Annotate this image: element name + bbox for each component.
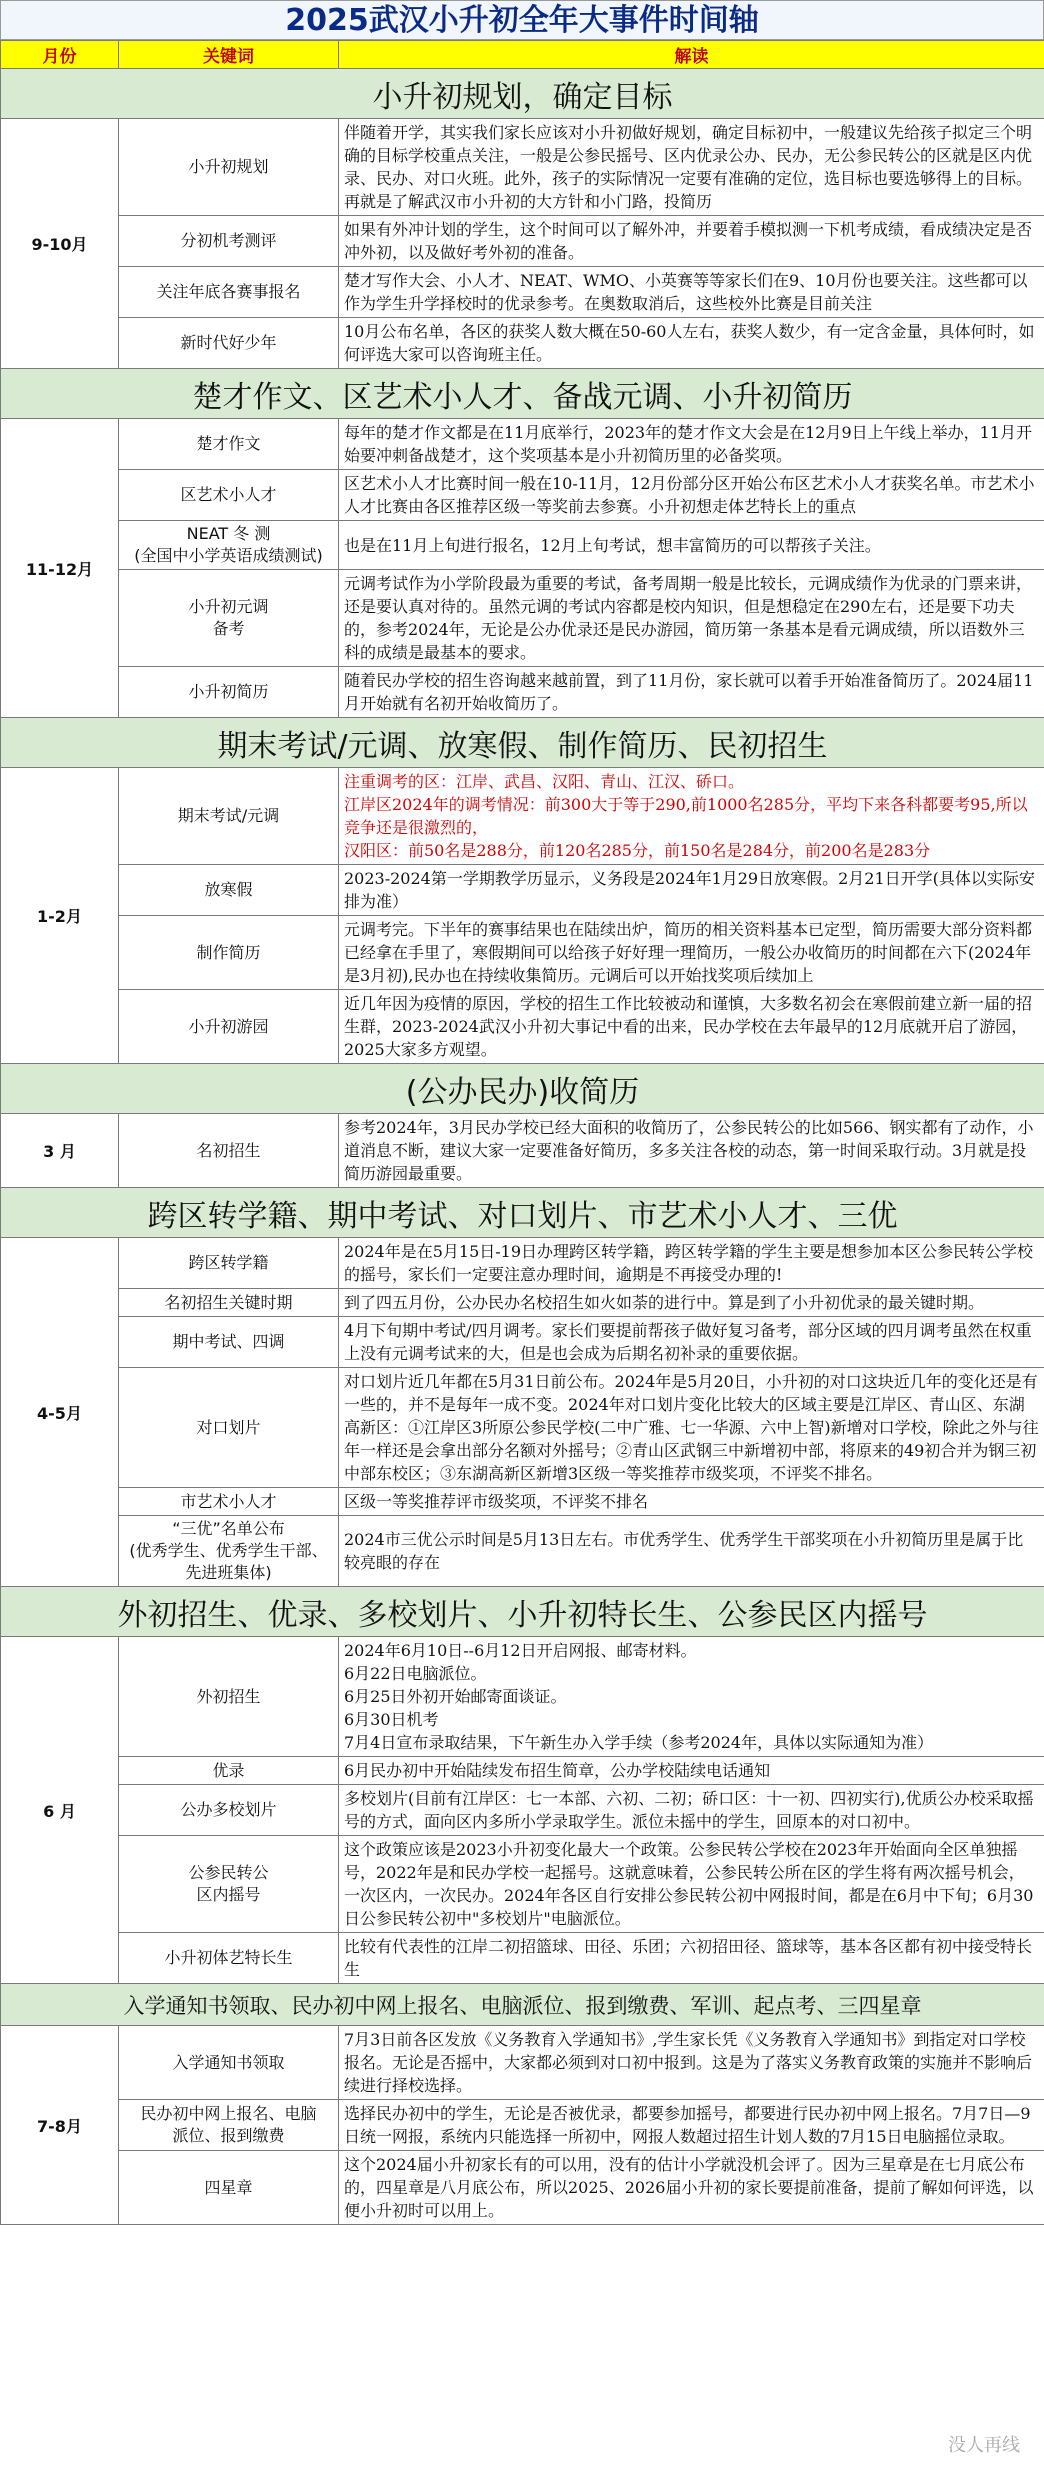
- keyword-cell: [119, 1757, 339, 1785]
- keyword-line: 期中考试、四调: [172, 1332, 285, 1351]
- section-heading: 入学通知书领取、民办初中网上报名、电脑派位、报到缴费、军训、起点考、三四星章: [1, 1984, 1044, 2026]
- table-row: [1, 1238, 1044, 1289]
- section-heading-row: [1, 718, 1044, 768]
- section-heading: 期末考试/元调、放寒假、制作简历、民初招生: [1, 718, 1044, 768]
- keyword-cell: [119, 1785, 339, 1836]
- keyword-line: 优录: [212, 1760, 245, 1780]
- keyword-line: 分初机考测评: [180, 231, 277, 250]
- table-row: [1, 419, 1044, 470]
- desc-cell: [339, 521, 1044, 570]
- keyword-line: 区艺术小人才: [180, 485, 277, 504]
- desc-line: 6月22日电脑派位。: [344, 1664, 487, 1683]
- keyword-cell: [119, 1933, 339, 1984]
- table-row: [1, 1637, 1044, 1757]
- section-heading-row: [1, 1188, 1044, 1238]
- keyword-line: 小升初体艺特长生: [164, 1948, 293, 1967]
- table-row: [1, 1317, 1044, 1368]
- keyword-cell: [119, 1289, 339, 1317]
- desc-text: 多校划片(目前有江岸区：七一本部、六初、二初；硚口区：十一初、四初实行),优质公办校采取摇号的方式，面向区内多所小学录取学生。派位未摇中的学生，回原本的对口初中。: [344, 1789, 1034, 1831]
- keyword-line: 小升初游园: [188, 1016, 269, 1036]
- section-heading: 跨区转学籍、期中考试、对口划片、市艺术小人才、三优: [1, 1188, 1044, 1238]
- desc-cell: [339, 419, 1044, 470]
- keyword-line: 市艺术小人才: [180, 1491, 277, 1511]
- keyword-cell: [119, 2151, 339, 2225]
- desc-cell: [339, 1637, 1044, 1757]
- keyword-cell: [119, 916, 339, 990]
- desc-text: 选择民办初中的学生，无论是否被优录，都要参加摇号，都要进行民办初中网上报名。7月7日—9日统一网报，系统内只能选择一所初中，网报人数超过招生计划人数的7月15日电脑摇位录取。: [344, 2104, 1031, 2146]
- desc-cell: [339, 768, 1044, 865]
- section-heading-row: [1, 369, 1044, 419]
- month-cell: 11-12月: [1, 419, 119, 718]
- keyword-line: 民办初中网上报名、电脑: [140, 2104, 317, 2123]
- watermark: 没人再线: [948, 2435, 1020, 2456]
- table-row: [1, 1516, 1044, 1587]
- header-keyword: 关键词: [119, 41, 339, 69]
- keyword-cell: [119, 1488, 339, 1516]
- keyword-line: 小升初元调: [188, 597, 269, 616]
- keyword-line: 跨区转学籍: [188, 1253, 269, 1272]
- desc-text: 随着民办学校的招生咨询越来越前置，到了11月份，家长就可以着手开始准备简历了。2024届11月开始就有名初开始收简历了。: [344, 671, 1034, 713]
- desc-line: 注重调考的区：江岸、武昌、汉阳、青山、江汉、硚口。: [344, 772, 745, 791]
- desc-text: 4月下旬期中考试/四月调考。家长们要提前帮孩子做好复习备考，部分区域的四月调考虽然在权重上没有元调考试来的大，但是也会成为后期名初补录的重要依据。: [344, 1321, 1032, 1363]
- desc-text: 近几年因为疫情的原因，学校的招生工作比较被动和谨慎，大多数名初会在寒假前建立新一届的招生群，2023-2024武汉小升初大事记中看的出来，民办学校在去年最早的12月底就开启了游园，2025大家多方观望。: [344, 994, 1033, 1059]
- desc-text: 这个政策应该是2023小升初变化最大一个政策。公参民转公学校在2023年开始面向全区单独摇号，2022年是和民办学校一起摇号。这就意味着，公参民转公所在区的学生将有两次摇号机会，一次区内，一次民办。2024年各区自行安排公参民转公初中网报时间，都是在6月中下旬；6月30日公参民转公初中"多校划片"电脑派位。: [344, 1840, 1034, 1928]
- keyword-line: 关注年底各赛事报名: [156, 282, 301, 301]
- keyword-line: 楚才作文: [196, 434, 261, 453]
- desc-cell: [339, 119, 1044, 216]
- keyword-line: 名初招生: [196, 1140, 261, 1160]
- desc-cell: [339, 1785, 1044, 1836]
- desc-cell: [339, 318, 1044, 369]
- section-heading-row: [1, 1064, 1044, 1114]
- keyword-cell: [119, 990, 339, 1064]
- keyword-line: 期末考试/元调: [177, 806, 280, 825]
- keyword-line: 对口划片: [196, 1417, 261, 1437]
- keyword-line: 派位、报到缴费: [172, 2126, 285, 2145]
- table-row: [1, 1933, 1044, 1984]
- section-heading: 外初招生、优录、多校划片、小升初特长生、公参民区内摇号: [1, 1587, 1044, 1637]
- keyword-cell: [119, 865, 339, 916]
- table-row: [1, 667, 1044, 718]
- table-row: [1, 865, 1044, 916]
- desc-cell: [339, 990, 1044, 1064]
- table-row: [1, 990, 1044, 1064]
- month-cell: 7-8月: [1, 2026, 119, 2225]
- desc-cell: [339, 1933, 1044, 1984]
- desc-text: 6月民办初中开始陆续发布招生简章，公办学校陆续电话通知: [344, 1761, 771, 1780]
- table-row: [1, 1488, 1044, 1516]
- desc-cell: [339, 2100, 1044, 2151]
- month-cell: 9-10月: [1, 119, 119, 369]
- desc-text: 每年的楚才作文都是在11月底举行，2023年的楚才作文大会是在12月9日上午线上举办，11月开始要冲刺备战楚才，这个奖项基本是小升初简历里的必备奖项。: [344, 423, 1032, 465]
- keyword-cell: [119, 1836, 339, 1933]
- desc-text: 2024市三优公示时间是5月13日左右。市优秀学生、优秀学生干部奖项在小升初简历里是属于比较亮眼的存在: [344, 1530, 1024, 1572]
- desc-cell: [339, 667, 1044, 718]
- keyword-cell: [119, 1516, 339, 1587]
- desc-cell: [339, 916, 1044, 990]
- desc-text: 7月3日前各区发放《义务教育入学通知书》,学生家长凭《义务教育入学通知书》到指定对口学校报名。无论是否摇中，大家都必须到对口初中报到。这是为了落实义务教育政策的实施并不影响后续进行择校选择。: [344, 2030, 1033, 2095]
- desc-line: 2024年6月10日--6月12日开启网报、邮寄材料。: [344, 1641, 697, 1660]
- desc-text: 区艺术小人才比赛时间一般在10-11月，12月份部分区开始公布区艺术小人才获奖名单。市艺术小人才比赛由各区推荐区级一等奖前去参赛。小升初想走体艺特长上的重点: [344, 474, 1035, 516]
- desc-line: 江岸区2024年的调考情况：前300大于等于290,前1000名285分，平均下来各科都要考95,所以竞争还是很激烈的，: [344, 795, 1028, 837]
- section-heading-row: [1, 1984, 1044, 2026]
- keyword-line: 区内摇号: [196, 1885, 261, 1904]
- section-heading-row: [1, 69, 1044, 119]
- keyword-line: NEAT 冬 测: [186, 524, 271, 543]
- table-row: [1, 318, 1044, 369]
- keyword-line: (全国中小学英语成绩测试): [134, 546, 323, 565]
- desc-cell: [339, 1114, 1044, 1188]
- table-row: [1, 768, 1044, 865]
- desc-cell: [339, 216, 1044, 267]
- table-row: [1, 570, 1044, 667]
- keyword-cell: [119, 2026, 339, 2100]
- keyword-cell: [119, 1317, 339, 1368]
- desc-line: 7月4日宣布录取结果，下午新生办入学手续（参考2024年，具体以实际通知为准）: [344, 1733, 934, 1752]
- table-header: [1, 41, 1044, 69]
- keyword-line: “三优”名单公布: [172, 1519, 285, 1538]
- keyword-cell: [119, 119, 339, 216]
- keyword-line: 制作简历: [196, 942, 261, 962]
- table-row: [1, 1114, 1044, 1188]
- section-heading: 小升初规划，确定目标: [1, 69, 1044, 119]
- keyword-line: 公办多校划片: [180, 1800, 277, 1819]
- desc-text: 比较有代表性的江岸二初招篮球、田径、乐团；六初招田径、篮球等，基本各区都有初中接受特长生: [344, 1937, 1033, 1979]
- table-row: [1, 2151, 1044, 2225]
- table-row: [1, 1368, 1044, 1488]
- month-cell: 4-5月: [1, 1238, 119, 1587]
- keyword-cell: [119, 318, 339, 369]
- keyword-line: 小升初简历: [188, 682, 269, 701]
- section-heading: 楚才作文、区艺术小人才、备战元调、小升初简历: [1, 369, 1044, 419]
- desc-cell: [339, 267, 1044, 318]
- keyword-cell: [119, 768, 339, 865]
- keyword-cell: [119, 1238, 339, 1289]
- table-row: [1, 1289, 1044, 1317]
- table-row: [1, 1836, 1044, 1933]
- desc-text: 这个2024届小升初家长有的可以用，没有的估计小学就没机会评了。因为三星章是在七月底公布的，四星章是八月底公布，所以2025、2026届小升初的家长要提前准备，提前了解如何评选，以便小升初时可以用上。: [344, 2155, 1034, 2220]
- keyword-cell: [119, 1637, 339, 1757]
- keyword-line: 备考: [212, 619, 245, 638]
- table-row: [1, 521, 1044, 570]
- table-row: [1, 1757, 1044, 1785]
- month-cell: 3 月: [1, 1114, 119, 1188]
- table-row: [1, 119, 1044, 216]
- timeline-table: [0, 40, 1044, 2225]
- desc-cell: [339, 1289, 1044, 1317]
- table-row: [1, 470, 1044, 521]
- desc-cell: [339, 2026, 1044, 2100]
- desc-text: 元调考完。下半年的赛事结果也在陆续出炉，简历的相关资料基本已定型，简历需要大部分资料都已经拿在手里了，寒假期间可以给孩子好好理一理简历，一般公办收简历的时间都在六下(2024年是3月初),民办也在持续收集简历。元调后可以开始找奖项后续加上: [344, 920, 1033, 985]
- desc-line: 汉阳区：前50名是288分，前120名285分，前150名是284分，前200名是283分: [344, 841, 931, 860]
- keyword-line: (优秀学生、优秀学生干部、先进班集体): [129, 1541, 328, 1582]
- desc-line: 6月30日机考: [344, 1710, 439, 1729]
- keyword-line: 名初招生关键时期: [164, 1292, 293, 1312]
- keyword-line: 四星章: [204, 2177, 253, 2197]
- keyword-line: 小升初规划: [188, 157, 269, 176]
- keyword-cell: [119, 419, 339, 470]
- keyword-line: 入学通知书领取: [172, 2052, 285, 2072]
- table-row: [1, 216, 1044, 267]
- keyword-cell: [119, 570, 339, 667]
- desc-line: 6月25日外初开始邮寄面谈证。: [344, 1687, 567, 1706]
- keyword-line: 放寒假: [204, 880, 253, 899]
- desc-cell: [339, 1317, 1044, 1368]
- desc-text: 区级一等奖推荐评市级奖项，不评奖不排名: [344, 1492, 649, 1511]
- table-row: [1, 916, 1044, 990]
- month-cell: 1-2月: [1, 768, 119, 1064]
- keyword-cell: [119, 2100, 339, 2151]
- table-row: [1, 2026, 1044, 2100]
- table-row: [1, 1785, 1044, 1836]
- header-month: 月份: [1, 41, 119, 69]
- desc-text: 楚才写作大会、小人才、NEAT、WMO、小英赛等等家长们在9、10月份也要关注。这些都可以作为学生升学择校时的优录参考。在奥数取消后，这些校外比赛是目前关注: [344, 271, 1028, 313]
- keyword-cell: [119, 1114, 339, 1188]
- table-row: [1, 267, 1044, 318]
- keyword-cell: [119, 470, 339, 521]
- keyword-line: 外初招生: [196, 1686, 261, 1706]
- keyword-cell: [119, 521, 339, 570]
- keyword-line: 公参民转公: [188, 1863, 269, 1882]
- desc-text: 2023-2024第一学期教学历显示，义务段是2024年1月29日放寒假。2月21日开学(具体以实际安排为准）: [344, 869, 1035, 911]
- desc-text: 对口划片近几年都在5月31日前公布。2024年是5月20日，小升初的对口这块近几年的变化还是有一些的，并不是每年一成不变。2024年对口划片变化比较大的区域主要是江岸区、青山区、东湖高新区：①江岸区3所原公参民学校(二中广雅、七一华源、六中上智)新增对口学校，除此之外与往年一样还是会拿出部分名额对外摇号；②青山区武钢三中新增初中部，将原来的49初合并为钢三初中部东校区；③东湖高新区新增3区级一等奖推荐市级奖项，不评奖不排名。: [344, 1372, 1039, 1483]
- desc-cell: [339, 1757, 1044, 1785]
- header-desc: 解读: [339, 41, 1044, 69]
- desc-cell: [339, 470, 1044, 521]
- desc-cell: [339, 1836, 1044, 1933]
- table-body: [1, 69, 1044, 2225]
- desc-text: 伴随着开学，其实我们家长应该对小升初做好规划，确定目标初中，一般建议先给孩子拟定三个明确的目标学校重点关注，一般是公参民摇号、区内优录公办、民办，无公参民转公的区就是区内优录、民办、对口火班。此外，孩子的实际情况一定要有准确的定位，选目标也要选够得上的目标。再就是了解武汉市小升初的大方针和小门路，投简历: [344, 123, 1033, 211]
- desc-text: 如果有外冲计划的学生，这个时间可以了解外冲，并要着手模拟测一下机考成绩，看成绩决定是否冲外初，以及做好考外初的准备。: [344, 220, 1033, 262]
- desc-cell: [339, 570, 1044, 667]
- desc-text: 参考2024年，3月民办学校已经大面积的收简历了，公参民转公的比如566、钢实都有了动作，小道消息不断，建议大家一定要准备好简历，多多关注各校的动态，第一时间采取行动。3月就是投简历游园最重要。: [344, 1118, 1034, 1183]
- desc-cell: [339, 1368, 1044, 1488]
- table-row: [1, 2100, 1044, 2151]
- month-cell: 6 月: [1, 1637, 119, 1984]
- desc-cell: [339, 1488, 1044, 1516]
- desc-text: 元调考试作为小学阶段最为重要的考试，备考周期一般是比较长，元调成绩作为优录的门票来讲，还是要认真对待的。虽然元调的考试内容都是校内知识，但是想稳定在290左右，还是要下功夫的，参考2024年，无论是公办优录还是民办游园，简历第一条基本是看元调成绩，所以语数外三科的成绩是最基本的要求。: [344, 574, 1033, 662]
- section-heading-row: [1, 1587, 1044, 1637]
- keyword-line: 新时代好少年: [180, 333, 277, 352]
- desc-cell: [339, 865, 1044, 916]
- desc-cell: [339, 2151, 1044, 2225]
- page-title: 2025武汉小升初全年大事件时间轴: [0, 0, 1044, 40]
- desc-cell: [339, 1516, 1044, 1587]
- keyword-cell: [119, 216, 339, 267]
- desc-text: 2024年是在5月15日-19日办理跨区转学籍，跨区转学籍的学生主要是想参加本区公参民转公学校的摇号，家长们一定要注意办理时间，逾期是不再接受办理的!: [344, 1242, 1034, 1284]
- keyword-cell: [119, 267, 339, 318]
- keyword-cell: [119, 1368, 339, 1488]
- keyword-cell: [119, 667, 339, 718]
- section-heading: (公办民办)收简历: [1, 1064, 1044, 1114]
- desc-cell: [339, 1238, 1044, 1289]
- desc-text: 也是在11月上旬进行报名，12月上旬考试，想丰富简历的可以帮孩子关注。: [344, 535, 881, 555]
- desc-text: 到了四五月份，公办民办名校招生如火如荼的进行中。算是到了小升初优录的最关键时期。: [344, 1293, 985, 1312]
- desc-text: 10月公布名单，各区的获奖人数大概在50-60人左右，获奖人数少，有一定含金量，具体何时，如何评选大家可以咨询班主任。: [344, 322, 1035, 364]
